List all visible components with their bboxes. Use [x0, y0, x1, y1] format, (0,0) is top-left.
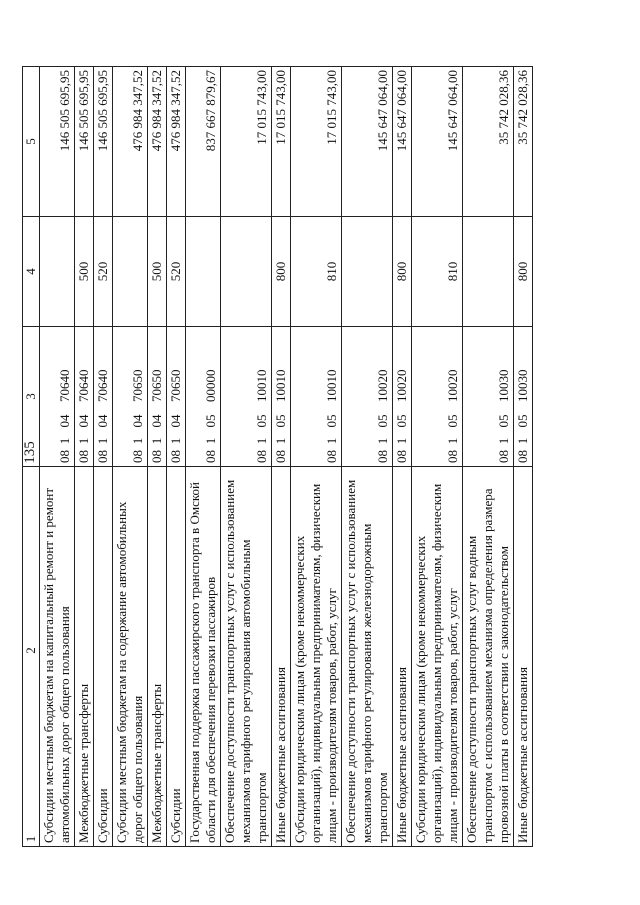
row-code	[113, 327, 148, 467]
header-col-1: 1	[23, 835, 38, 843]
row-code-part: 08	[445, 450, 460, 463]
row-code-part: 04	[95, 414, 110, 428]
table-row	[393, 67, 412, 847]
row-name: Обеспечение доступности транспортных услуг с использованием механизмов тарифного регулирования железнодорожным транспортом	[342, 467, 393, 847]
row-code	[221, 327, 272, 467]
row-expense-type	[113, 217, 148, 327]
row-expense-type	[186, 217, 221, 327]
row-code-part: 70650	[130, 369, 145, 402]
row-code-part: 70640	[76, 369, 91, 402]
row-code-part: 70650	[168, 369, 183, 402]
row-code-part: 05	[394, 414, 409, 428]
row-code	[148, 327, 167, 467]
row-sum: 476 984 347,52	[167, 67, 186, 217]
row-sum: 145 647 064,00	[393, 67, 412, 217]
row-code-part: 10030	[515, 369, 530, 402]
row-code	[412, 327, 463, 467]
row-sum: 146 505 695,95	[75, 67, 94, 217]
row-code-part: 1	[273, 437, 288, 445]
row-code	[75, 327, 94, 467]
row-sum: 35 742 028,36	[463, 67, 514, 217]
row-code-part: 10030	[496, 369, 511, 402]
row-expense-type: 520	[94, 217, 113, 327]
row-code	[514, 327, 533, 467]
row-code-part: 1	[375, 437, 390, 445]
row-sum: 145 647 064,00	[412, 67, 463, 217]
row-name: Межбюджетные трансферты	[148, 467, 167, 847]
table-row	[40, 67, 75, 847]
budget-table	[22, 66, 533, 847]
table-row	[94, 67, 113, 847]
row-code-part: 1	[168, 437, 183, 445]
row-expense-type: 520	[167, 217, 186, 327]
row-code-part: 08	[496, 450, 511, 463]
page-number: 135	[22, 441, 38, 464]
row-expense-type	[221, 217, 272, 327]
table-row	[148, 67, 167, 847]
row-code-part: 04	[57, 414, 72, 428]
row-code	[272, 327, 291, 467]
row-expense-type	[463, 217, 514, 327]
row-code-part: 1	[254, 437, 269, 445]
row-sum: 146 505 695,95	[40, 67, 75, 217]
row-code-part: 1	[496, 437, 511, 445]
row-code-part: 05	[273, 414, 288, 428]
row-name: Субсидии юридическим лицам (кроме некоммерческих организаций), индивидуальным предпринимателям, физическим лицам - производителям товаров, работ, услуг	[412, 467, 463, 847]
row-code	[342, 327, 393, 467]
row-code-part: 08	[273, 450, 288, 463]
row-name: Субсидии	[94, 467, 113, 847]
row-sum: 476 984 347,52	[148, 67, 167, 217]
row-expense-type: 810	[291, 217, 342, 327]
row-code-part: 05	[203, 414, 218, 428]
row-code-part: 1	[130, 437, 145, 445]
header-col-code: 3	[23, 327, 40, 467]
row-code	[463, 327, 514, 467]
row-code-part: 08	[76, 450, 91, 463]
row-code-part: 05	[324, 414, 339, 428]
header-col-2: 2	[23, 647, 38, 654]
row-name: Иные бюджетные ассигнования	[514, 467, 533, 847]
header-col-sum: 5	[23, 67, 40, 217]
table-row	[412, 67, 463, 847]
row-sum: 17 015 743,00	[291, 67, 342, 217]
row-code-part: 1	[203, 437, 218, 445]
row-name: Субсидии местным бюджетам на содержание автомобильных дорог общего пользования	[113, 467, 148, 847]
row-code	[186, 327, 221, 467]
row-code	[393, 327, 412, 467]
row-code-part: 00000	[203, 369, 218, 402]
row-code-part: 1	[515, 437, 530, 445]
row-sum: 837 667 879,67	[186, 67, 221, 217]
row-code-part: 05	[445, 414, 460, 428]
row-code-part: 04	[149, 414, 164, 428]
row-code-part: 1	[76, 437, 91, 445]
row-code-part: 08	[394, 450, 409, 463]
row-expense-type: 810	[412, 217, 463, 327]
header-col-name	[23, 467, 40, 847]
table-row	[342, 67, 393, 847]
row-code-part: 08	[203, 450, 218, 463]
row-name: Иные бюджетные ассигнования	[393, 467, 412, 847]
table-row	[186, 67, 221, 847]
row-code-part: 1	[57, 437, 72, 445]
row-name: Субсидии юридическим лицам (кроме некоммерческих организаций), индивидуальным предпринимателям, физическим лицам - производителям товаров, работ, услуг	[291, 467, 342, 847]
row-code-part: 1	[149, 437, 164, 445]
row-code-part: 05	[375, 414, 390, 428]
table-row	[167, 67, 186, 847]
row-code-part: 05	[496, 414, 511, 428]
row-expense-type	[342, 217, 393, 327]
row-code-part: 10020	[375, 369, 390, 402]
row-sum: 17 015 743,00	[221, 67, 272, 217]
row-expense-type	[40, 217, 75, 327]
row-code-part: 08	[57, 450, 72, 463]
row-code-part: 10020	[394, 369, 409, 402]
row-sum: 35 742 028,36	[514, 67, 533, 217]
row-sum: 146 505 695,95	[94, 67, 113, 217]
table-row	[514, 67, 533, 847]
table-row	[113, 67, 148, 847]
row-expense-type: 800	[272, 217, 291, 327]
row-code-part: 10010	[254, 369, 269, 402]
row-sum: 476 984 347,52	[113, 67, 148, 217]
row-code-part: 08	[515, 450, 530, 463]
row-code-part: 08	[168, 450, 183, 463]
table-row	[463, 67, 514, 847]
row-name: Обеспечение доступности транспортных услуг водным транспортом с использованием механизма определения размера провозной платы в соответствии с законодательством	[463, 467, 514, 847]
row-code-part: 10010	[273, 369, 288, 402]
row-code	[40, 327, 75, 467]
row-code-part: 10010	[324, 369, 339, 402]
row-code	[167, 327, 186, 467]
table-row	[75, 67, 94, 847]
row-sum: 17 015 743,00	[272, 67, 291, 217]
row-code-part: 08	[324, 450, 339, 463]
row-code-part: 04	[130, 414, 145, 428]
row-code-part: 70640	[95, 369, 110, 402]
row-code-part: 05	[515, 414, 530, 428]
row-name: Обеспечение доступности транспортных услуг с использованием механизмов тарифного регулирования автомобильным транспортом	[221, 467, 272, 847]
row-code-part: 1	[445, 437, 460, 445]
table-row	[272, 67, 291, 847]
row-code-part: 08	[130, 450, 145, 463]
budget-table-body	[23, 67, 533, 847]
table-row	[291, 67, 342, 847]
row-code-part: 08	[149, 450, 164, 463]
row-code-part: 04	[76, 414, 91, 428]
row-expense-type: 500	[148, 217, 167, 327]
row-code-part: 70640	[57, 369, 72, 402]
row-code-part: 1	[394, 437, 409, 445]
row-code-part: 08	[95, 450, 110, 463]
row-expense-type: 800	[393, 217, 412, 327]
row-name: Субсидии местным бюджетам на капитальный ремонт и ремонт автомобильных дорог общего пользования	[40, 467, 75, 847]
row-code-part: 70650	[149, 369, 164, 402]
row-expense-type: 800	[514, 217, 533, 327]
row-code-part: 05	[254, 414, 269, 428]
row-name: Государственная поддержка пассажирского транспорта в Омской области для обеспечения перевозки пассажиров	[186, 467, 221, 847]
row-code-part: 1	[95, 437, 110, 445]
header-col-vr: 4	[23, 217, 40, 327]
row-code-part: 08	[254, 450, 269, 463]
table-row	[221, 67, 272, 847]
row-code	[291, 327, 342, 467]
row-code	[94, 327, 113, 467]
header-row	[23, 67, 40, 847]
row-name: Иные бюджетные ассигнования	[272, 467, 291, 847]
row-code-part: 04	[168, 414, 183, 428]
row-name: Межбюджетные трансферты	[75, 467, 94, 847]
row-code-part: 1	[324, 437, 339, 445]
row-code-part: 10020	[445, 369, 460, 402]
row-name: Субсидии	[167, 467, 186, 847]
row-code-part: 08	[375, 450, 390, 463]
row-sum: 145 647 064,00	[342, 67, 393, 217]
row-expense-type: 500	[75, 217, 94, 327]
